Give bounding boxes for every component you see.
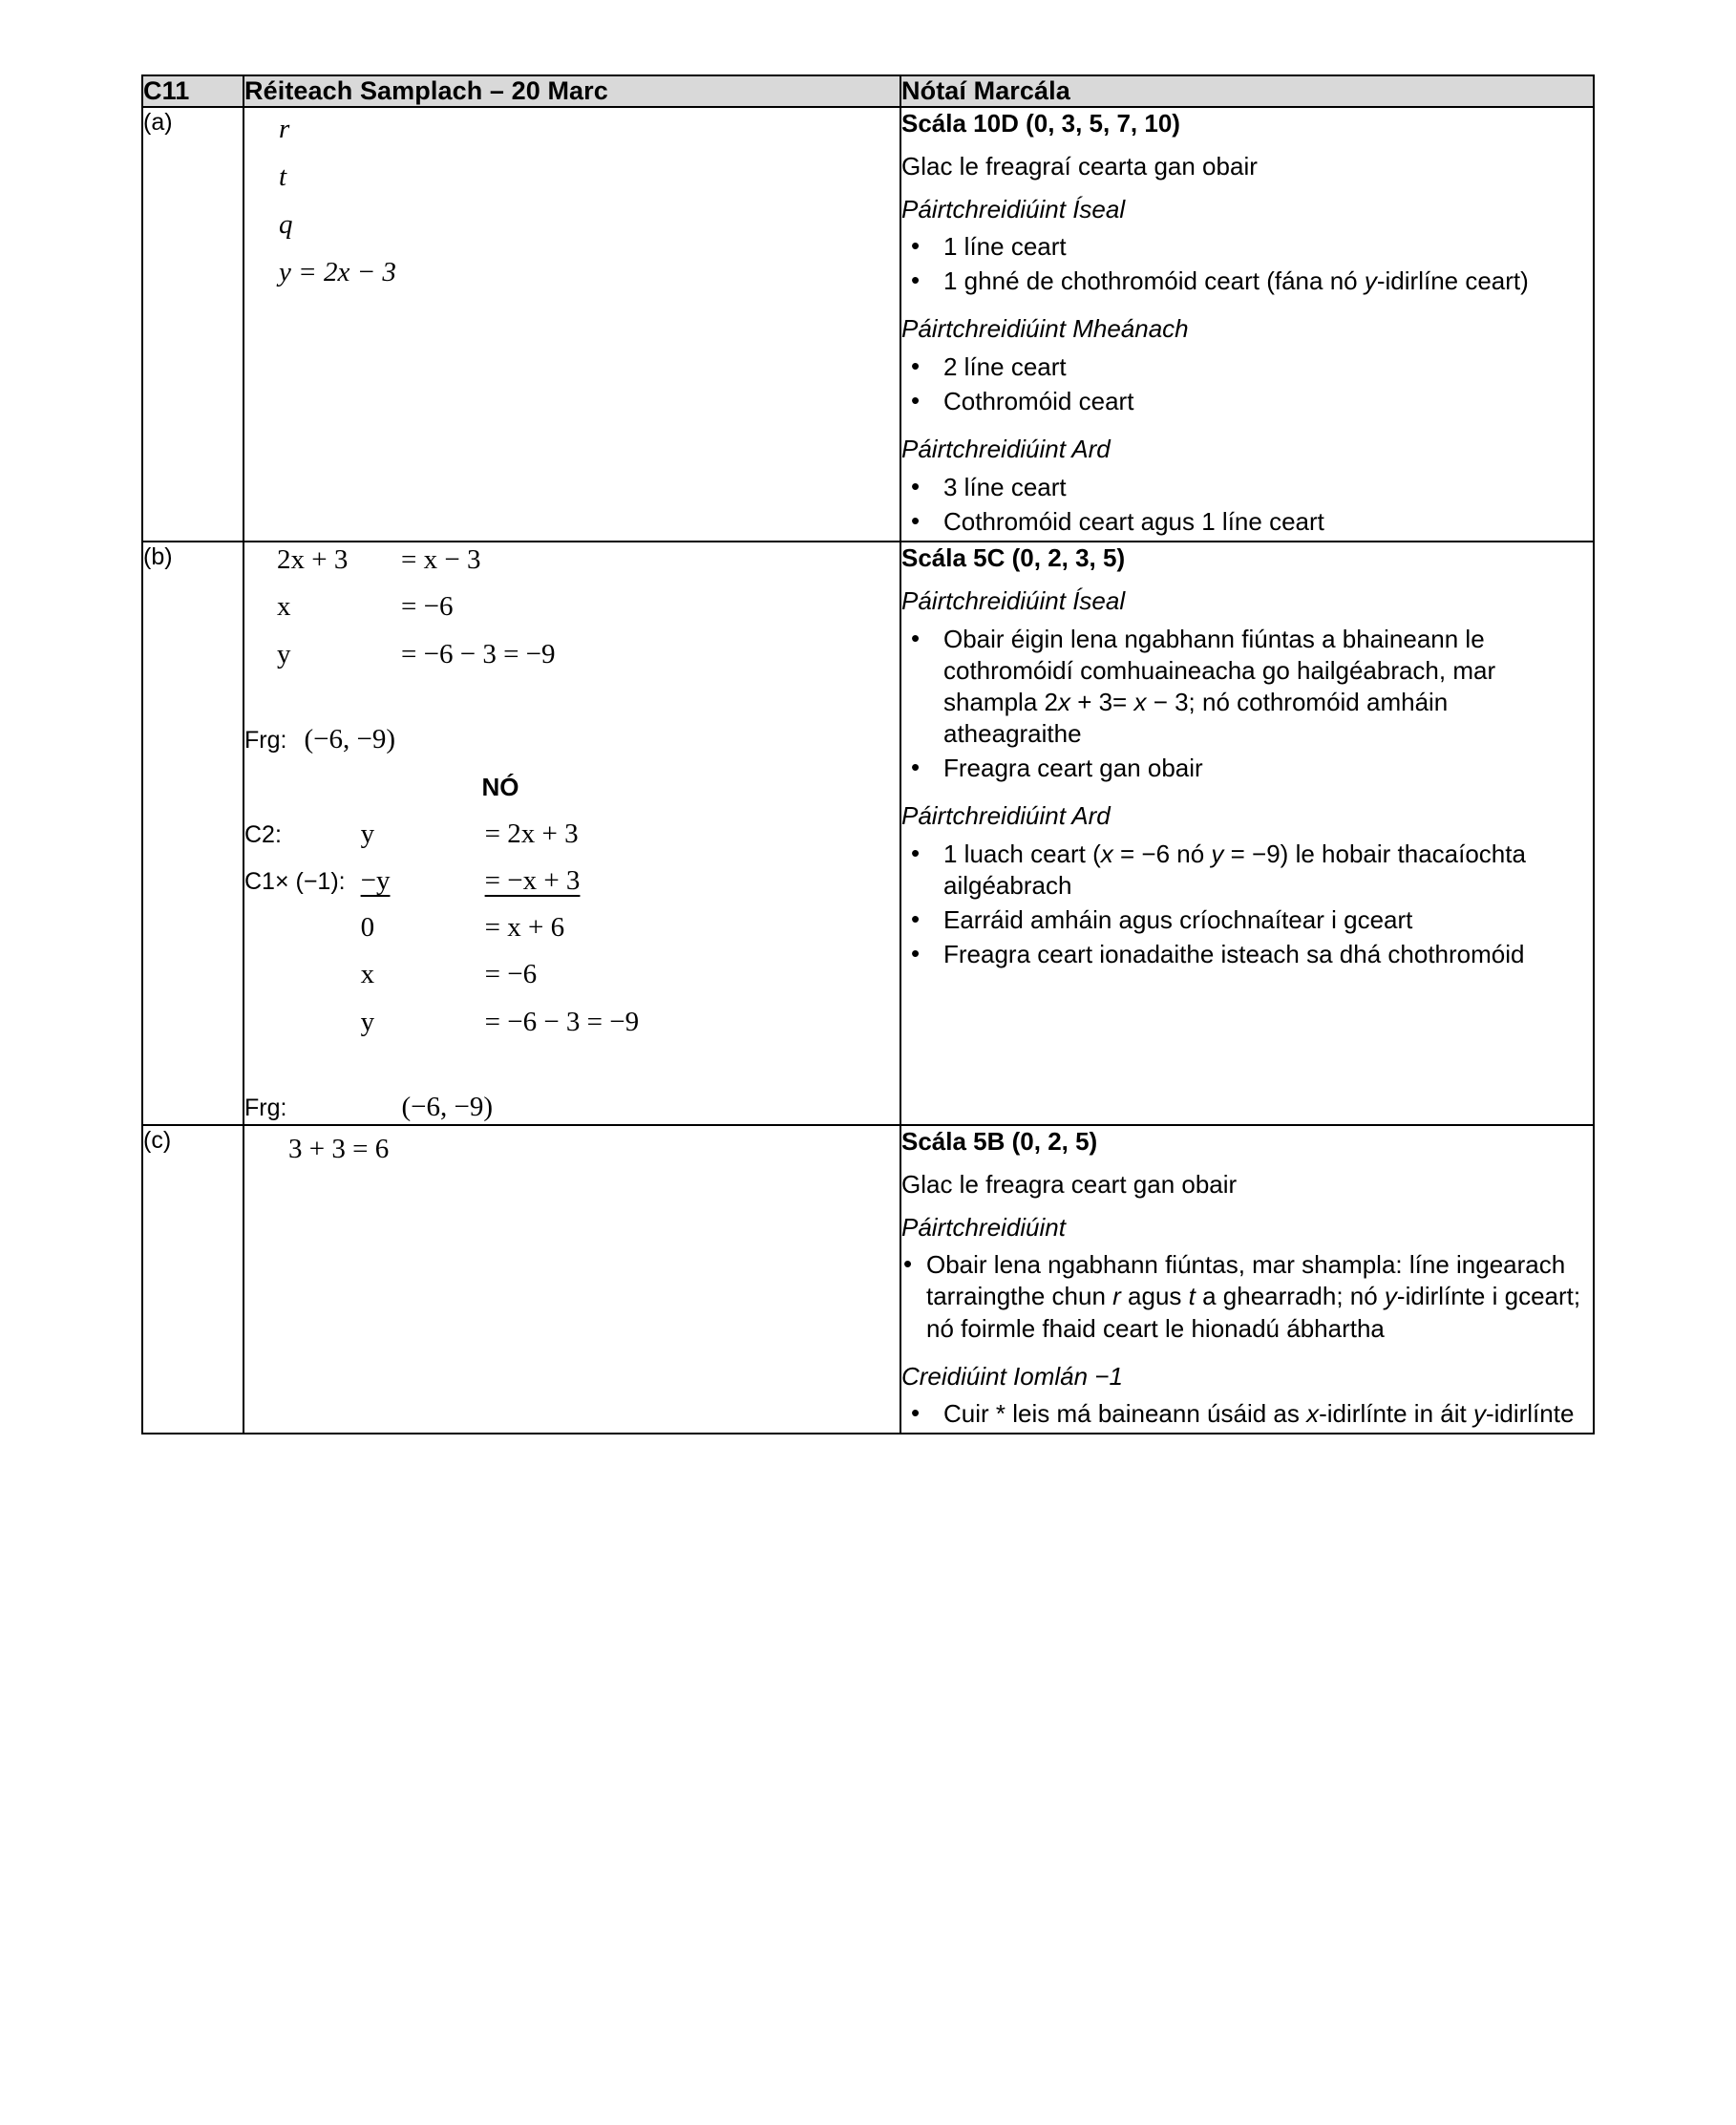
credit-group-list <box>901 351 1593 417</box>
accept-note: Glac le freagraí cearta gan obair <box>901 151 1258 181</box>
scale-heading: Scála 5C (0, 2, 3, 5) <box>901 543 1126 573</box>
equation-label <box>262 637 277 684</box>
equation-block-2 <box>244 817 639 1052</box>
equation-row <box>244 817 639 863</box>
solution-line: r <box>279 114 290 144</box>
list-item: • Cuir * leis má baineann úsáid as x-idirlínte in áit y-idirlínte <box>901 1398 1593 1430</box>
equation-label <box>262 589 277 636</box>
equation-label <box>244 1005 361 1052</box>
list-item: • 1 luach ceart (x = −6 nó y = −9) le hobair thacaíochta ailgéabrach <box>901 839 1593 902</box>
list-item: • Freagra ceart ionadaithe isteach sa dhá chothromóid <box>901 939 1593 970</box>
table-row <box>142 1125 1594 1434</box>
list-item: • Freagra ceart gan obair <box>901 753 1593 784</box>
equation-rhs: = −6 <box>401 591 454 623</box>
credit-group-title: Páirtchreidiúint Íseal <box>901 194 1126 223</box>
notes-cell-c <box>900 1125 1594 1434</box>
credit-group-title: Creidiúint Iomlán −1 <box>901 1361 1123 1391</box>
credit-group-title: Páirtchreidiúint Íseal <box>901 585 1126 615</box>
credit-group-list <box>901 624 1593 784</box>
math-variable: y <box>1211 839 1224 868</box>
solution-cell-c <box>243 1125 900 1434</box>
math-variable: x <box>1100 839 1113 868</box>
equation-lhs: y <box>360 1006 375 1037</box>
equation-label <box>244 957 361 1004</box>
list-item: • 1 ghné de chothromóid ceart (fána nó y-idirlíne ceart) <box>901 266 1593 297</box>
equation-lhs: y <box>360 818 375 849</box>
list-item: • 1 líne ceart <box>901 231 1593 263</box>
table-header <box>142 75 1594 107</box>
answer-line-1 <box>244 722 395 756</box>
equation-row <box>244 863 639 910</box>
solution-line: q <box>279 209 293 240</box>
math-variable: r <box>1112 1282 1121 1311</box>
equation-row <box>262 589 556 636</box>
list-item: • 2 líne ceart <box>901 351 1593 383</box>
equation-rhs: = −6 <box>484 959 538 990</box>
equation-row <box>262 542 556 589</box>
credit-group-title: Páirtchreidiúint Ard <box>901 800 1111 830</box>
part-label-b: (b) <box>142 542 243 1125</box>
equation-row <box>244 910 639 957</box>
equation-label: C1× (−1): <box>244 867 346 895</box>
spacer <box>244 684 900 716</box>
equation-lhs: 0 <box>360 912 375 944</box>
math-variable: t <box>1188 1282 1196 1311</box>
spacer <box>244 1052 900 1084</box>
equation-row <box>262 637 556 684</box>
math-variable: y <box>1472 1399 1486 1429</box>
answer-label: Frg: <box>244 1094 287 1121</box>
solution-equation: y = 2x − 3 <box>279 257 396 287</box>
list-item: • Cothromóid ceart <box>901 386 1593 417</box>
solution-lines-a <box>244 108 900 287</box>
table-row <box>142 542 1594 1125</box>
list-item: • Obair lena ngabhann fiúntas, mar shampla: líne ingearach tarraingthe chun r agus t a ghearradh; nó y-idirlínte i gceart; nó foirmle fhaid ceart le hionadú ábhartha <box>901 1249 1593 1344</box>
equation-label: C2: <box>244 820 282 848</box>
math-variable: y <box>1384 1282 1397 1311</box>
equation-rhs: = −6 − 3 = −9 <box>401 638 556 669</box>
math-variable: x <box>1306 1399 1320 1429</box>
table-row <box>142 107 1594 542</box>
equation-lhs: x <box>277 591 291 623</box>
credit-group-title: Páirtchreidiúint Mheánach <box>901 314 1189 344</box>
header-row <box>142 75 1594 107</box>
equation-label <box>262 542 277 589</box>
list-item: • Cothromóid ceart agus 1 líne ceart <box>901 506 1593 538</box>
solution-cell-b <box>243 542 900 1125</box>
math-variable: x <box>1133 687 1147 716</box>
math-variable: y <box>1364 266 1377 296</box>
credit-group-list <box>901 1398 1593 1430</box>
header-question-code: C11 <box>142 75 243 107</box>
answer-label: Frg: <box>244 726 287 754</box>
equation-rhs: = x − 3 <box>401 544 481 576</box>
equation-label <box>244 910 361 957</box>
credit-group-list <box>901 1249 1593 1344</box>
credit-group-list <box>901 231 1593 297</box>
header-solution-column: Réiteach Samplach – 20 Marc <box>243 75 900 107</box>
equation-rhs: = x + 6 <box>484 912 565 944</box>
part-label-c: (c) <box>142 1125 243 1434</box>
notes-cell-a <box>900 107 1594 542</box>
equation-lhs: 2x + 3 <box>277 544 349 576</box>
solution-cell-a <box>243 107 900 542</box>
scale-heading: Scála 5B (0, 2, 5) <box>901 1127 1098 1157</box>
equation-rhs: = 2x + 3 <box>484 818 579 849</box>
equation-lhs: x <box>360 959 375 990</box>
credit-group-list <box>901 839 1593 970</box>
header-notes-column: Nótaí Marcála <box>900 75 1594 107</box>
answer-line-2 <box>244 1090 493 1124</box>
notes-cell-b <box>900 542 1594 1125</box>
or-separator: NÓ <box>481 773 519 802</box>
equation-row <box>244 1005 639 1052</box>
list-item: • Obair éigin lena ngabhann fiúntas a bhaineann le cothromóidí comhuaineacha go hailgéabrach, mar shampla 2x + 3= x − 3; nó cothromóid amháin atheagraithe <box>901 624 1593 750</box>
equation-rhs: = −x + 3 <box>484 864 581 896</box>
math-variable: x <box>1057 687 1070 716</box>
solution-expression-c: 3 + 3 = 6 <box>288 1134 390 1165</box>
equation-rhs: = −6 − 3 = −9 <box>484 1006 640 1037</box>
credit-group-title: Páirtchreidiúint <box>901 1212 1066 1242</box>
accept-note: Glac le freagra ceart gan obair <box>901 1169 1238 1199</box>
answer-value: (−6, −9) <box>401 1091 493 1122</box>
equation-block-1 <box>262 542 556 684</box>
credit-group-list <box>901 472 1593 538</box>
marking-scheme-table <box>141 74 1595 1434</box>
equation-row <box>244 957 639 1004</box>
scale-heading: Scála 10D (0, 3, 5, 7, 10) <box>901 109 1180 138</box>
solution-line: t <box>279 161 287 192</box>
list-item: • Earráid amháin agus críochnaítear i gceart <box>901 904 1593 936</box>
equation-lhs: y <box>277 638 291 669</box>
answer-value: (−6, −9) <box>304 723 395 754</box>
table-body <box>142 107 1594 1434</box>
part-label-a: (a) <box>142 107 243 542</box>
equation-lhs: −y <box>360 864 391 896</box>
list-item: • 3 líne ceart <box>901 472 1593 503</box>
credit-group-title: Páirtchreidiúint Ard <box>901 435 1111 464</box>
